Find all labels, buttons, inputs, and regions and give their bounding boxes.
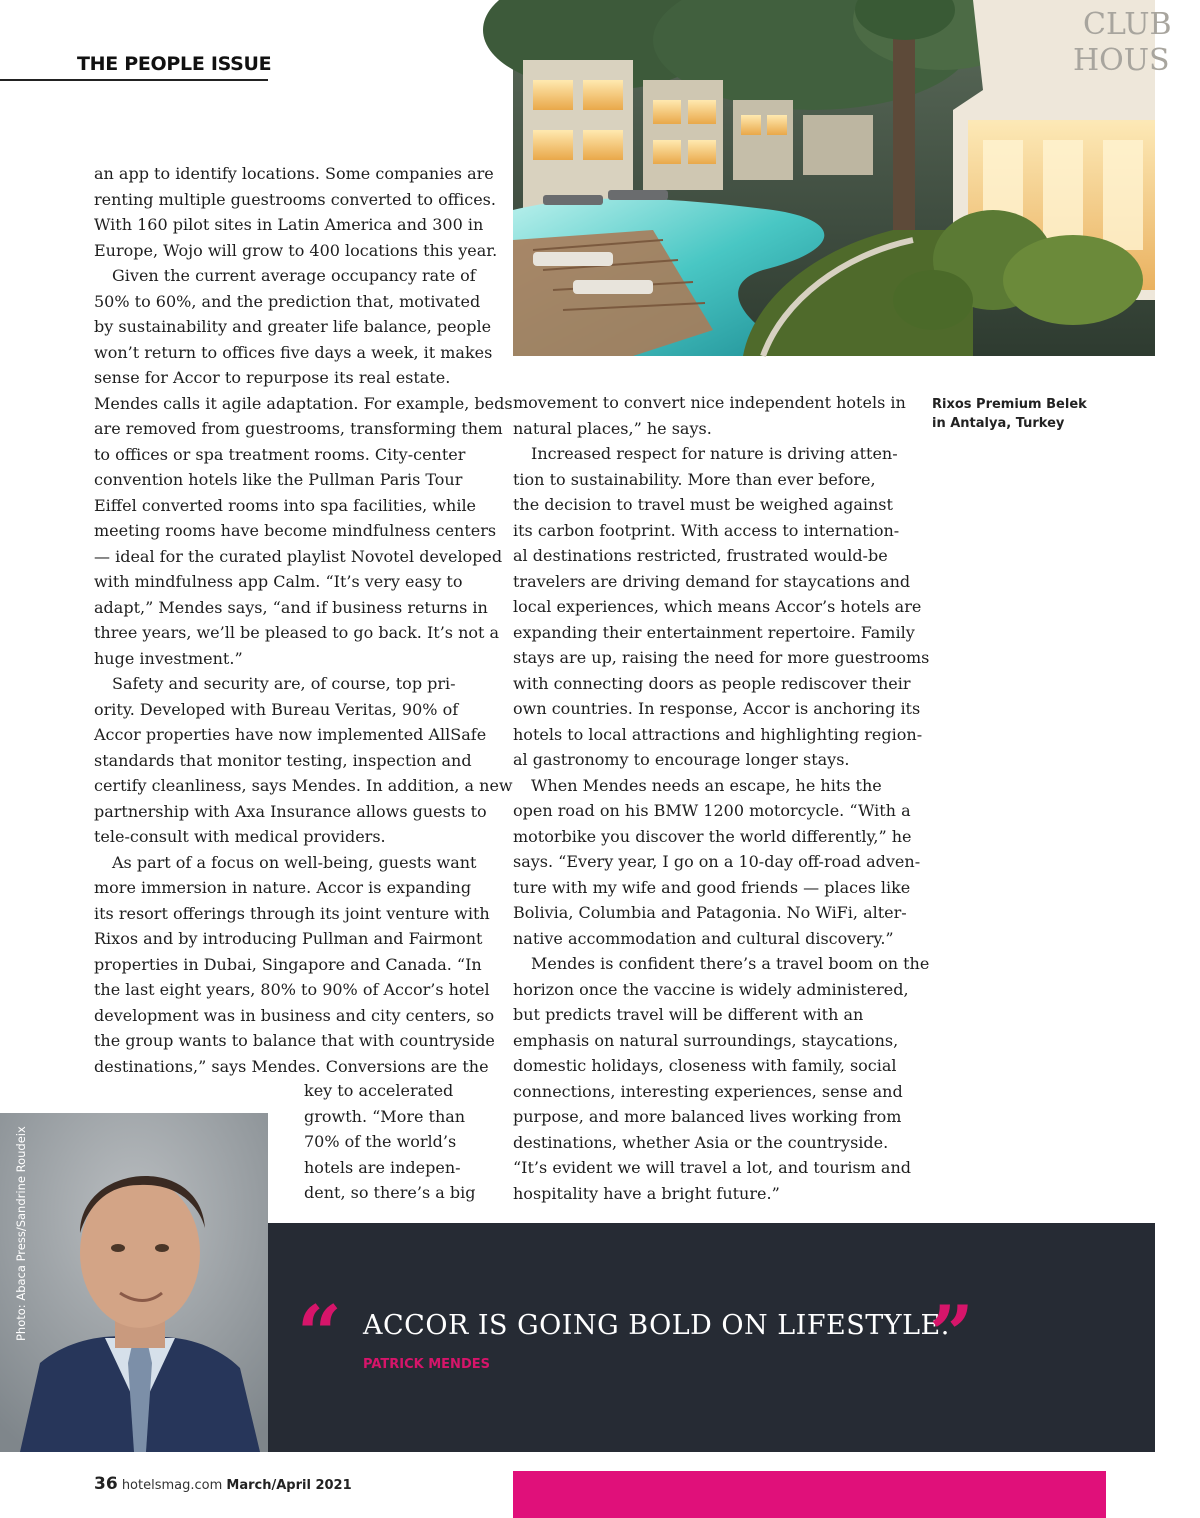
article-line: won’t return to offices five days a week, it makes: [94, 342, 493, 362]
article-line: huge investment.”: [94, 648, 243, 668]
article-line: Accor properties have now implemented AllSafe: [94, 725, 487, 744]
article-line: As part of a focus on well-being, guests want: [112, 852, 477, 872]
article-line: horizon once the vaccine is widely administered,: [513, 979, 909, 999]
article-line: the group wants to balance that with countryside: [94, 1031, 495, 1050]
article-line: motorbike you discover the world differently,” he: [513, 826, 912, 846]
article-line: Given the current average occupancy rate of: [112, 266, 476, 285]
article-line: with connecting doors as people rediscover their: [513, 673, 911, 693]
article-line: hotels to local attractions and highlighting region-: [513, 724, 923, 744]
article-line: but predicts travel will be different with an: [513, 1005, 864, 1024]
article-line: three years, we’ll be pleased to go back. It’s not a: [94, 623, 500, 642]
article-line: more immersion in nature. Accor is expanding: [94, 878, 472, 897]
article-line: sense for Accor to repurpose its real estate.: [94, 368, 451, 387]
article-line: dent, so there’s a big: [304, 1183, 476, 1202]
article-line: expanding their entertainment repertoire. Family: [513, 622, 915, 642]
club-sign-line2: HOUS: [1073, 43, 1170, 78]
article-line: Mendes is confident there’s a travel boom on the: [531, 954, 930, 973]
article-line: hospitality have a bright future.”: [513, 1183, 780, 1203]
article-line: 50% to 60%, and the prediction that, motivated: [94, 291, 481, 311]
article-line: says. “Every year, I go on a 10-day off-road adven-: [513, 852, 921, 871]
article-column-2: [513, 390, 930, 1206]
portrait-photo: [0, 1113, 268, 1452]
article-line: local experiences, which means Accor’s hotels are: [513, 597, 922, 616]
article-line: stays are up, raising the need for more guestrooms: [513, 648, 930, 667]
article-line: hotels are indepen-: [304, 1157, 461, 1177]
pull-quote-text: ACCOR IS GOING BOLD ON LIFESTYLE.: [363, 1310, 950, 1341]
article-line: Increased respect for nature is driving atten-: [531, 444, 898, 463]
article-line: When Mendes needs an escape, he hits the: [531, 775, 882, 795]
article-line: travelers are driving demand for staycations and: [513, 571, 911, 591]
article-line: with mindfulness app Calm. “It’s very easy to: [94, 572, 463, 591]
article-line: destinations,” says Mendes. Conversions are the: [94, 1056, 489, 1076]
article-line: domestic holidays, closeness with family, social: [513, 1056, 897, 1075]
article-line: renting multiple guestrooms converted to offices.: [94, 189, 496, 209]
article-line: key to accelerated: [304, 1081, 454, 1100]
article-line: al gastronomy to encourage longer stays.: [513, 750, 850, 769]
hero-caption-line: Rixos Premium Belek: [932, 397, 1087, 412]
article-line: connections, interesting experiences, sense and: [513, 1081, 903, 1101]
pull-quote-attribution: PATRICK MENDES: [363, 1357, 490, 1372]
article-line: tele-consult with medical providers.: [94, 827, 386, 846]
article-column-1: [94, 161, 513, 1079]
article-line: by sustainability and greater life balance, people: [94, 317, 492, 336]
article-line: With 160 pilot sites in Latin America and 300 in: [94, 215, 484, 234]
article-line: Bolivia, Columbia and Patagonia. No WiFi, alter-: [513, 903, 907, 922]
article-line: “It’s evident we will travel a lot, and tourism and: [513, 1158, 912, 1177]
article-line: certify cleanliness, says Mendes. In addition, a new: [94, 776, 513, 795]
article-line: open road on his BMW 1200 motorcycle. “With a: [513, 801, 911, 820]
article-line: Safety and security are, of course, top pri-: [112, 674, 456, 693]
footer-site: hotelsmag.com: [121, 1478, 223, 1493]
club-sign-line1: CLUB: [1083, 7, 1172, 42]
open-quote-mark: “: [297, 1289, 342, 1380]
photo-credit: Photo: Abaca Press/Sandrine Roudeix: [14, 1126, 28, 1341]
article-line: movement to convert nice independent hotels in: [513, 393, 906, 412]
hero-photo: [513, 0, 1172, 356]
section-label: THE PEOPLE ISSUE: [77, 53, 272, 75]
article-line: native accommodation and cultural discovery.”: [513, 928, 894, 948]
article-line: natural places,” he says.: [513, 418, 712, 438]
article-line: tion to sustainability. More than ever before,: [513, 469, 876, 489]
article-line: an app to identify locations. Some companies are: [94, 164, 494, 183]
article-line: own countries. In response, Accor is anchoring its: [513, 699, 921, 718]
article-line: adapt,” Mendes says, “and if business returns in: [94, 597, 488, 617]
article-line: destinations, whether Asia or the countryside.: [513, 1132, 889, 1152]
page-footer: [94, 1474, 352, 1494]
article-column-1-wrap: [304, 1078, 479, 1206]
accent-bar: [513, 1471, 1106, 1518]
article-line: convention hotels like the Pullman Paris Tour: [94, 470, 463, 489]
article-line: to offices or spa treatment rooms. City-center: [94, 444, 466, 464]
article-line: properties in Dubai, Singapore and Canada. “In: [94, 954, 482, 974]
article-line: ture with my wife and good friends — places like: [513, 877, 911, 897]
page-number: 36: [94, 1474, 118, 1494]
article-line: partnership with Axa Insurance allows guests to: [94, 801, 487, 821]
hero-caption-line: in Antalya, Turkey: [932, 416, 1065, 431]
article-line: purpose, and more balanced lives working from: [513, 1107, 902, 1126]
article-line: al destinations restricted, frustrated would-be: [513, 546, 888, 565]
article-line: Europe, Wojo will grow to 400 locations this year.: [94, 240, 498, 260]
article-line: meeting rooms have become mindfulness centers: [94, 521, 497, 540]
article-line: emphasis on natural surroundings, staycations,: [513, 1030, 899, 1050]
article-line: Rixos and by introducing Pullman and Fairmont: [94, 929, 483, 948]
article-line: standards that monitor testing, inspection and: [94, 750, 472, 770]
article-line: its carbon footprint. With access to internation-: [513, 520, 900, 540]
footer-issue: March/April 2021: [226, 1478, 352, 1493]
article-line: Mendes calls it agile adaptation. For example, beds: [94, 393, 513, 413]
article-line: the decision to travel must be weighed against: [513, 495, 893, 514]
article-line: growth. “More than: [304, 1106, 466, 1126]
close-quote-mark: ”: [929, 1289, 974, 1380]
article-line: Eiffel converted rooms into spa facilities, while: [94, 495, 477, 515]
article-line: — ideal for the curated playlist Novotel developed: [94, 546, 503, 566]
article-line: 70% of the world’s: [304, 1132, 457, 1151]
article-line: the last eight years, 80% to 90% of Accor’s hotel: [94, 980, 490, 999]
article-line: its resort offerings through its joint venture with: [94, 903, 490, 923]
article-line: development was in business and city centers, so: [94, 1005, 495, 1025]
article-line: ority. Developed with Bureau Veritas, 90% of: [94, 699, 459, 719]
hero-caption: [932, 395, 1132, 433]
section-rule: [0, 79, 268, 81]
article-line: are removed from guestrooms, transforming them: [94, 419, 503, 438]
